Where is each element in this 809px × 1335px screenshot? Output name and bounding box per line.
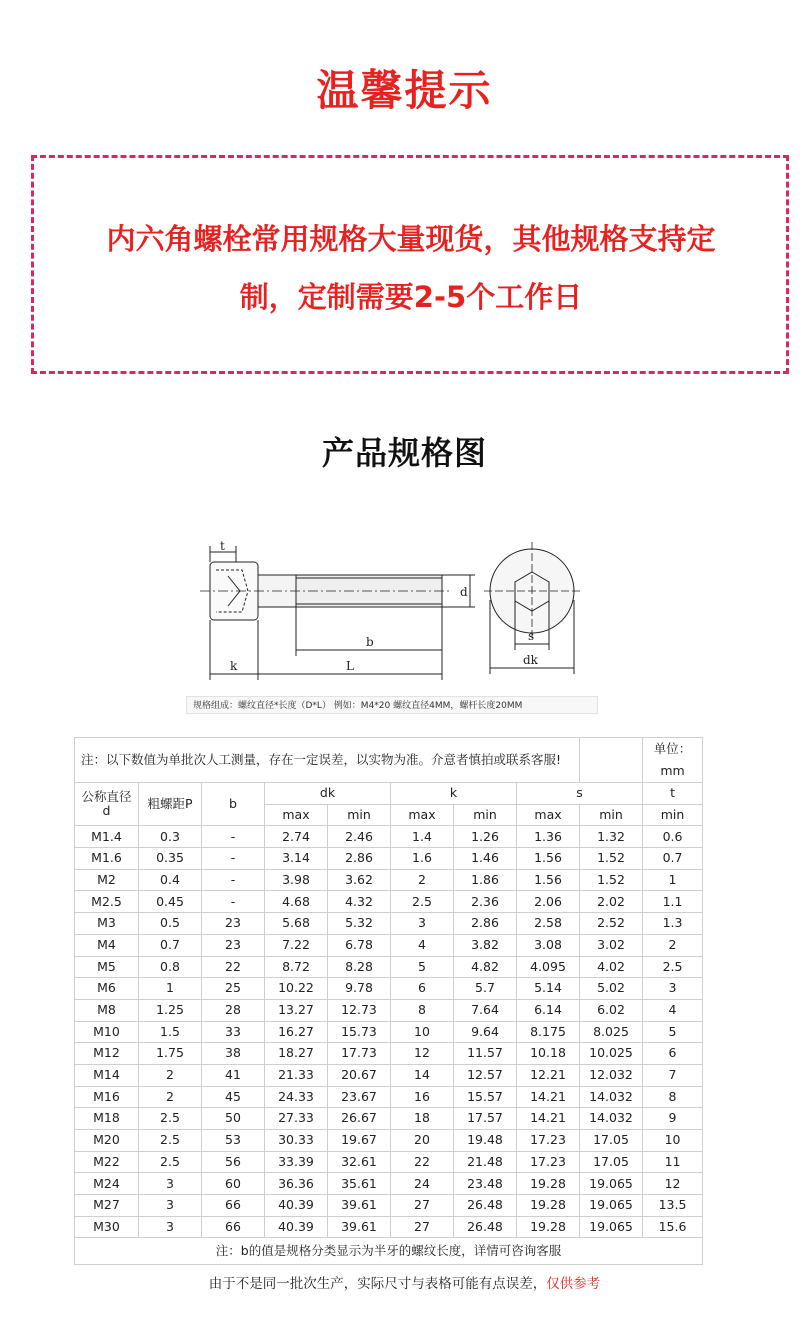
- table-cell: 0.4: [139, 869, 202, 891]
- table-cell: 32.61: [328, 1151, 391, 1173]
- bottom-disclaimer-highlight: 仅供参考: [546, 1276, 601, 1292]
- table-cell: 23.67: [328, 1086, 391, 1108]
- header-s-min: min: [580, 804, 643, 826]
- table-cell: 27.33: [265, 1108, 328, 1130]
- table-cell: 60: [202, 1173, 265, 1195]
- table-cell: -: [202, 869, 265, 891]
- table-cell: 6.78: [328, 934, 391, 956]
- table-cell: 7.64: [454, 999, 517, 1021]
- table-row: [75, 1195, 703, 1217]
- table-cell: 9: [643, 1108, 703, 1130]
- table-cell: 15.73: [328, 1021, 391, 1043]
- label-s: s: [528, 629, 535, 643]
- table-cell: 2.02: [580, 891, 643, 913]
- table-cell: 1.4: [391, 826, 454, 848]
- table-cell: 26.48: [454, 1216, 517, 1238]
- table-cell: 4.095: [517, 956, 580, 978]
- table-cell: 23: [202, 934, 265, 956]
- table-cell: 24: [391, 1173, 454, 1195]
- table-cell: M10: [75, 1021, 139, 1043]
- table-cell: 11: [643, 1151, 703, 1173]
- table-cell: 21.48: [454, 1151, 517, 1173]
- table-cell: 2.86: [328, 848, 391, 870]
- table-cell: 2.5: [391, 891, 454, 913]
- table-cell: 1.1: [643, 891, 703, 913]
- table-footnote-row: [75, 1238, 703, 1265]
- table-cell: 14.21: [517, 1086, 580, 1108]
- table-cell: 30.33: [265, 1130, 328, 1152]
- table-cell: 12.21: [517, 1064, 580, 1086]
- table-cell: 14.032: [580, 1086, 643, 1108]
- table-cell: 2.46: [328, 826, 391, 848]
- table-cell: 2.74: [265, 826, 328, 848]
- table-cell: 8.025: [580, 1021, 643, 1043]
- notice-text: [36, 210, 786, 326]
- table-cell: M18: [75, 1108, 139, 1130]
- table-cell: M8: [75, 999, 139, 1021]
- table-cell: M4: [75, 934, 139, 956]
- table-row: [75, 1151, 703, 1173]
- table-cell: 17.05: [580, 1151, 643, 1173]
- table-cell: 53: [202, 1130, 265, 1152]
- table-cell: 35.61: [328, 1173, 391, 1195]
- table-cell: 28: [202, 999, 265, 1021]
- table-cell: -: [202, 848, 265, 870]
- table-cell: 10.18: [517, 1043, 580, 1065]
- table-cell: M5: [75, 956, 139, 978]
- header-dk-max: max: [265, 804, 328, 826]
- table-cell: 5: [391, 956, 454, 978]
- table-cell: 8: [643, 1086, 703, 1108]
- table-row: [75, 1021, 703, 1043]
- table-cell: M30: [75, 1216, 139, 1238]
- table-cell: 9.78: [328, 978, 391, 1000]
- table-cell: 4.32: [328, 891, 391, 913]
- bolt-diagram: [190, 540, 610, 680]
- table-cell: 2.5: [139, 1151, 202, 1173]
- table-cell: 13.27: [265, 999, 328, 1021]
- table-row: [75, 934, 703, 956]
- table-cell: 17.23: [517, 1130, 580, 1152]
- table-cell: M14: [75, 1064, 139, 1086]
- table-cell: 25: [202, 978, 265, 1000]
- table-cell: 0.45: [139, 891, 202, 913]
- table-cell: 10: [643, 1130, 703, 1152]
- table-cell: 5.32: [328, 913, 391, 935]
- table-cell: 26.48: [454, 1195, 517, 1217]
- table-cell: 14.21: [517, 1108, 580, 1130]
- header-pitch: 粗螺距P: [139, 783, 202, 826]
- notice-line-1: 内六角螺栓常用规格大量现货，其他规格支持定: [106, 222, 716, 256]
- table-cell: 5: [643, 1021, 703, 1043]
- table-row: [75, 1043, 703, 1065]
- table-row: [75, 1108, 703, 1130]
- label-dk: dk: [523, 653, 538, 667]
- table-cell: 19.065: [580, 1195, 643, 1217]
- table-cell: M6: [75, 978, 139, 1000]
- table-cell: 12: [391, 1043, 454, 1065]
- table-cell: 21.33: [265, 1064, 328, 1086]
- table-cell: 23.48: [454, 1173, 517, 1195]
- table-cell: 39.61: [328, 1195, 391, 1217]
- table-cell: 12: [643, 1173, 703, 1195]
- table-cell: 3: [139, 1195, 202, 1217]
- table-header-row: [75, 783, 703, 805]
- table-cell: 19.28: [517, 1173, 580, 1195]
- table-cell: 1.86: [454, 869, 517, 891]
- table-cell: 66: [202, 1195, 265, 1217]
- table-cell: 14: [391, 1064, 454, 1086]
- table-cell: M1.4: [75, 826, 139, 848]
- table-cell: 23: [202, 913, 265, 935]
- table-cell: 2.5: [139, 1108, 202, 1130]
- label-b: b: [366, 635, 374, 649]
- table-cell: 1.56: [517, 869, 580, 891]
- table-cell: 10: [391, 1021, 454, 1043]
- table-row: [75, 826, 703, 848]
- table-cell: 17.73: [328, 1043, 391, 1065]
- table-cell: M16: [75, 1086, 139, 1108]
- table-cell: 5.68: [265, 913, 328, 935]
- header-nominal-label: 公称直径: [81, 788, 132, 804]
- table-cell: 2: [643, 934, 703, 956]
- table-cell: 7: [643, 1064, 703, 1086]
- table-cell: 2.86: [454, 913, 517, 935]
- table-cell: M3: [75, 913, 139, 935]
- label-d: d: [460, 585, 468, 599]
- table-cell: 10.025: [580, 1043, 643, 1065]
- header-s: s: [517, 783, 643, 805]
- table-cell: 33.39: [265, 1151, 328, 1173]
- table-cell: 33: [202, 1021, 265, 1043]
- table-cell: 3.82: [454, 934, 517, 956]
- table-cell: 22: [202, 956, 265, 978]
- table-cell: 0.3: [139, 826, 202, 848]
- table-cell: 4.68: [265, 891, 328, 913]
- table-cell: 17.05: [580, 1130, 643, 1152]
- table-cell: 41: [202, 1064, 265, 1086]
- table-cell: M1.6: [75, 848, 139, 870]
- table-cell: 1.52: [580, 848, 643, 870]
- table-cell: 8.72: [265, 956, 328, 978]
- bottom-disclaimer-text: 由于不是同一批次生产，实际尺寸与表格可能有点误差，: [208, 1276, 547, 1292]
- warm-tip-heading: 温馨提示: [316, 66, 493, 115]
- table-cell: 5.7: [454, 978, 517, 1000]
- table-row: [75, 999, 703, 1021]
- table-cell: 7.22: [265, 934, 328, 956]
- table-cell: 39.61: [328, 1216, 391, 1238]
- table-cell: 19.28: [517, 1216, 580, 1238]
- table-cell: 9.64: [454, 1021, 517, 1043]
- table-row: [75, 848, 703, 870]
- table-cell: 15.6: [643, 1216, 703, 1238]
- table-cell: 8.28: [328, 956, 391, 978]
- table-cell: 11.57: [454, 1043, 517, 1065]
- table-cell: 14.032: [580, 1108, 643, 1130]
- table-cell: 26.67: [328, 1108, 391, 1130]
- table-cell: M2.5: [75, 891, 139, 913]
- table-cell: 18.27: [265, 1043, 328, 1065]
- table-cell: 2: [139, 1064, 202, 1086]
- diagram-caption: 规格组成：螺纹直径*长度（D*L） 例如：M4*20 螺纹直径4MM，螺杆长度20MM: [186, 696, 598, 714]
- table-cell: 6: [643, 1043, 703, 1065]
- table-cell: 45: [202, 1086, 265, 1108]
- table-cell: 20: [391, 1130, 454, 1152]
- table-cell: 12.57: [454, 1064, 517, 1086]
- header-t: t: [643, 783, 703, 805]
- table-cell: 6.14: [517, 999, 580, 1021]
- header-nominal-sub: d: [102, 803, 111, 819]
- table-cell: 2.5: [643, 956, 703, 978]
- table-cell: 3.98: [265, 869, 328, 891]
- table-cell: 6: [391, 978, 454, 1000]
- label-k: k: [230, 659, 238, 673]
- table-cell: 1.6: [391, 848, 454, 870]
- table-cell: 40.39: [265, 1216, 328, 1238]
- table-cell: M27: [75, 1195, 139, 1217]
- table-cell: 2.06: [517, 891, 580, 913]
- table-cell: 1: [139, 978, 202, 1000]
- table-cell: 38: [202, 1043, 265, 1065]
- table-cell: 1.5: [139, 1021, 202, 1043]
- table-row: [75, 1130, 703, 1152]
- table-cell: 12.032: [580, 1064, 643, 1086]
- table-row: [75, 869, 703, 891]
- table-cell: 0.7: [643, 848, 703, 870]
- table-cell: 10.22: [265, 978, 328, 1000]
- table-cell: 27: [391, 1216, 454, 1238]
- table-cell: 3.08: [517, 934, 580, 956]
- blank-cell: [580, 738, 643, 783]
- table-footnote: 注：b的值是规格分类显示为半牙的螺纹长度，详情可咨询客服: [75, 1238, 703, 1265]
- table-cell: 1.3: [643, 913, 703, 935]
- spec-table: [74, 737, 703, 1265]
- table-cell: 18: [391, 1108, 454, 1130]
- table-cell: 1.32: [580, 826, 643, 848]
- table-cell: 1.25: [139, 999, 202, 1021]
- table-cell: 1.56: [517, 848, 580, 870]
- header-dk: dk: [265, 783, 391, 805]
- table-cell: 40.39: [265, 1195, 328, 1217]
- table-cell: 3: [139, 1216, 202, 1238]
- table-cell: 19.48: [454, 1130, 517, 1152]
- table-cell: 3.14: [265, 848, 328, 870]
- table-cell: 3: [391, 913, 454, 935]
- table-cell: 0.5: [139, 913, 202, 935]
- table-cell: 19.065: [580, 1173, 643, 1195]
- table-cell: 0.8: [139, 956, 202, 978]
- table-cell: 56: [202, 1151, 265, 1173]
- label-t: t: [220, 540, 225, 553]
- label-L: L: [346, 659, 354, 673]
- table-cell: 4: [643, 999, 703, 1021]
- table-cell: 20.67: [328, 1064, 391, 1086]
- table-cell: 36.36: [265, 1173, 328, 1195]
- table-cell: M20: [75, 1130, 139, 1152]
- table-cell: 24.33: [265, 1086, 328, 1108]
- table-cell: 22: [391, 1151, 454, 1173]
- table-cell: 5.14: [517, 978, 580, 1000]
- table-cell: 16: [391, 1086, 454, 1108]
- table-row: [75, 978, 703, 1000]
- table-cell: 2.52: [580, 913, 643, 935]
- table-cell: 17.23: [517, 1151, 580, 1173]
- table-note-row: [75, 738, 703, 783]
- table-cell: 66: [202, 1216, 265, 1238]
- unit-label: 单位：mm: [643, 738, 703, 783]
- table-row: [75, 913, 703, 935]
- table-cell: M24: [75, 1173, 139, 1195]
- header-nominal: [75, 783, 139, 826]
- bottom-disclaimer: [0, 1272, 809, 1292]
- header-t-min: min: [643, 804, 703, 826]
- table-cell: 1.36: [517, 826, 580, 848]
- header-k-min: min: [454, 804, 517, 826]
- header-k: k: [391, 783, 517, 805]
- table-cell: 0.6: [643, 826, 703, 848]
- table-cell: 3.62: [328, 869, 391, 891]
- table-cell: 15.57: [454, 1086, 517, 1108]
- table-cell: 27: [391, 1195, 454, 1217]
- table-cell: 1.46: [454, 848, 517, 870]
- table-cell: 1: [643, 869, 703, 891]
- table-cell: 4.82: [454, 956, 517, 978]
- table-cell: 8: [391, 999, 454, 1021]
- table-cell: 12.73: [328, 999, 391, 1021]
- table-cell: 1.26: [454, 826, 517, 848]
- table-cell: 3: [643, 978, 703, 1000]
- header-s-max: max: [517, 804, 580, 826]
- table-cell: M12: [75, 1043, 139, 1065]
- spec-diagram-heading: 产品规格图: [321, 434, 487, 472]
- table-cell: 2.5: [139, 1130, 202, 1152]
- table-cell: 2.58: [517, 913, 580, 935]
- header-b: b: [202, 783, 265, 826]
- table-row: [75, 1064, 703, 1086]
- table-note: 注：以下数值为单批次人工测量，存在一定误差，以实物为准。介意者慎拍或联系客服!: [75, 738, 580, 783]
- table-row: [75, 1173, 703, 1195]
- table-cell: 5.02: [580, 978, 643, 1000]
- table-cell: 0.7: [139, 934, 202, 956]
- table-row: [75, 956, 703, 978]
- table-cell: 1.52: [580, 869, 643, 891]
- table-cell: 17.57: [454, 1108, 517, 1130]
- table-cell: 1.75: [139, 1043, 202, 1065]
- table-cell: 2: [139, 1086, 202, 1108]
- table-cell: 2.36: [454, 891, 517, 913]
- table-row: [75, 1216, 703, 1238]
- table-cell: 19.67: [328, 1130, 391, 1152]
- table-cell: 6.02: [580, 999, 643, 1021]
- table-row: [75, 1086, 703, 1108]
- table-cell: M2: [75, 869, 139, 891]
- table-cell: M22: [75, 1151, 139, 1173]
- table-row: [75, 891, 703, 913]
- table-cell: 16.27: [265, 1021, 328, 1043]
- table-cell: 3.02: [580, 934, 643, 956]
- table-cell: -: [202, 891, 265, 913]
- notice-line-2: 制，定制需要2-5个工作日: [239, 280, 583, 314]
- table-cell: 4.02: [580, 956, 643, 978]
- table-cell: 3: [139, 1173, 202, 1195]
- table-cell: 8.175: [517, 1021, 580, 1043]
- table-cell: 19.065: [580, 1216, 643, 1238]
- table-cell: 4: [391, 934, 454, 956]
- table-cell: 2: [391, 869, 454, 891]
- header-k-max: max: [391, 804, 454, 826]
- table-cell: 0.35: [139, 848, 202, 870]
- table-cell: 19.28: [517, 1195, 580, 1217]
- header-dk-min: min: [328, 804, 391, 826]
- table-cell: -: [202, 826, 265, 848]
- table-cell: 13.5: [643, 1195, 703, 1217]
- table-cell: 50: [202, 1108, 265, 1130]
